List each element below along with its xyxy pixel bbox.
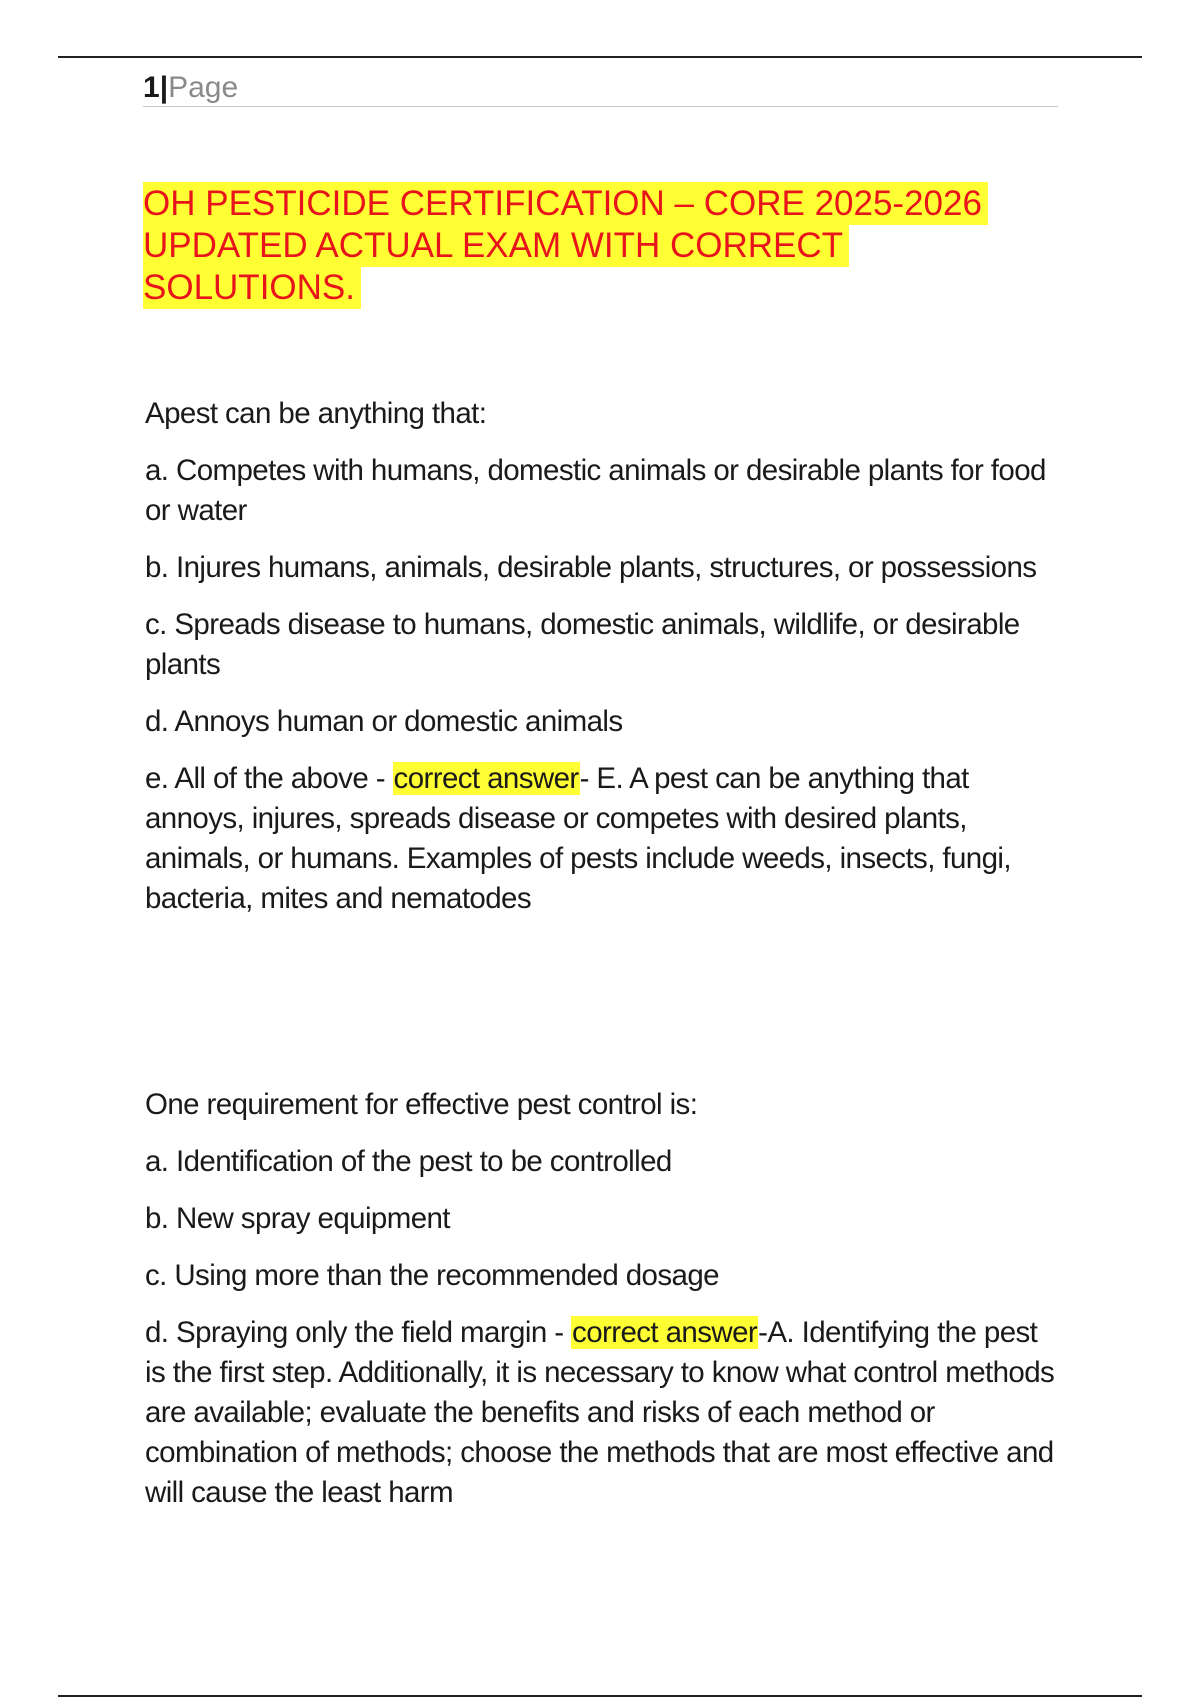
title-line-3: SOLUTIONS. [143,266,361,309]
option-d-with-answer [145,1313,1060,1513]
option-e-with-answer [145,759,1060,919]
answer-explanation: - E. A pest can be anything that annoys, injures, spreads disease or competes with desired plants, animals, or humans. Examples of pests include weeds, insects, fungi, bacteria, mites and nematodes [145,762,1011,915]
question-stem: Apest can be anything that: [145,397,487,430]
option-d-prefix: d. Spraying only the field margin - [145,1316,572,1349]
option-a: a. Competes with humans, domestic animals or desirable plants for food or water [145,454,1046,527]
page-word: Page [168,71,239,104]
title-line-2: UPDATED ACTUAL EXAM WITH CORRECT [143,224,849,267]
option-c: c. Spreads disease to humans, domestic animals, wildlife, or desirable plants [145,608,1020,681]
correct-answer-label: correct answer [572,1316,758,1349]
option-c: c. Using more than the recommended dosage [145,1259,719,1292]
page-separator: | [159,71,169,104]
top-rule [58,56,1142,58]
option-d: d. Annoys human or domestic animals [145,705,623,738]
question-stem: One requirement for effective pest control is: [145,1088,698,1121]
answer-explanation: -A. Identifying the pest is the first step. Additionally, it is necessary to know what control methods are available; evaluate the benefits and risks of each method or combination of methods; choose the methods that are most effective and will cause the least harm [145,1316,1055,1509]
page-header [143,70,1058,107]
question-2 [145,1085,1060,1530]
title-line-1: OH PESTICIDE CERTIFICATION – CORE 2025-2026 [143,182,988,225]
option-b: b. New spray equipment [145,1202,450,1235]
document-title [143,183,1073,309]
option-e-prefix: e. All of the above - [145,762,393,795]
option-b: b. Injures humans, animals, desirable plants, structures, or possessions [145,551,1037,584]
option-a: a. Identification of the pest to be controlled [145,1145,672,1178]
correct-answer-label: correct answer [393,762,579,795]
question-1 [145,394,1060,936]
bottom-rule [58,1695,1142,1697]
page-number: 1 [143,71,160,104]
